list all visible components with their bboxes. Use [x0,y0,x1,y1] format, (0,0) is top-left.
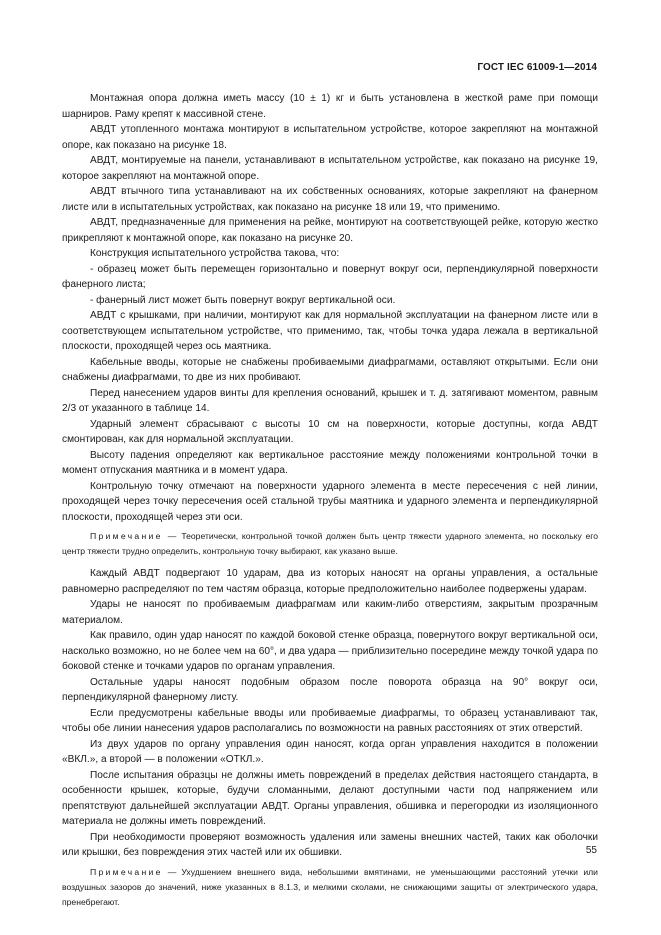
list-item: - образец может быть перемещен горизонтально и повернут вокруг оси, перпендикулярной поверхности фанерного листа; [62,263,598,290]
paragraph: АВДТ с крышками, при наличии, монтируют как для нормальной эксплуатации на фанерном листе или в соответствующем испытательном устройстве, что применимо, так, чтобы точка удара лежала в вертикальной плоскости, проходящей через ось маятника. [62,310,598,352]
paragraph: Удары не наносят по пробиваемым диафрагмам или каким-либо отверстиям, закрытым прозрачным материалом. [62,599,598,626]
paragraph: После испытания образцы не должны иметь повреждений в пределах действия настоящего стандарта, в особенности крышек, которые, будучи сломанными, делают доступными части под напряжением или препятствуют дальнейшей эксплуатации АВДТ. Органы управления, обшивка и перегородки из изоляционного материала не должны иметь повреждений. [62,769,598,827]
note-dash: — [167,866,177,877]
paragraph: АВДТ, предназначенные для применения на рейке, монтируют на соответствующей рейке, которую жестко прикрепляют к монтажной опоре, как показано на рисунке 20. [62,217,598,244]
note [62,865,598,910]
paragraph: АВДТ утопленного монтажа монтируют в испытательном устройстве, которое закрепляют на монтажной опоре, как показано на рисунке 18. [62,124,598,151]
paragraph: Контрольную точку отмечают на поверхности ударного элемента в месте пересечения с ней линии, проходящей через точку пересечения осей стальной трубы маятника и ударного элемента и перпендикулярной плоскости, проходящей через эти оси. [62,480,598,523]
paragraph: Конструкция испытательного устройства такова, что: [90,248,340,259]
body-text [62,91,598,917]
note-text: Теоретически, контрольной точкой должен быть центр тяжести ударного элемента, но поскольку его центр тяжести трудно определить, контрольную точку выбирают, как указано выше. [62,531,598,556]
paragraph: Монтажная опора должна иметь массу (10 ± 1) кг и быть установлена в жесткой раме при помощи шарниров. Раму крепят к массивной стене. [62,93,598,120]
paragraph: Остальные удары наносят подобным образом после поворота образца на 90° вокруг оси, перпендикулярной фанерному листу. [62,676,598,703]
paragraph: Кабельные вводы, которые не снабжены пробиваемыми диафрагмами, оставляют открытыми. Если они снабжены диафрагмами, то две из них пробивают. [62,356,598,383]
list-item: - фанерный лист может быть повернут вокруг вертикальной оси. [90,294,396,306]
note-label: Примечание [90,531,163,541]
paragraph: АВДТ, монтируемые на панели, устанавливают в испытательном устройстве, как показано на рисунке 19, которое закрепляют на монтажной опоре. [62,155,598,182]
paragraph: Высоту падения определяют как вертикальное расстояние между положениями контрольной точки в момент отпускания маятника и в момент удара. [62,449,598,476]
paragraph: Перед нанесением ударов винты для крепления оснований, крышек и т. д. затягивают моментом, равным 2/3 от указанного в таблице 14. [62,387,598,414]
paragraph: АВДТ втычного типа устанавливают на их собственных основаниях, которые закрепляют на фанерном листе или в испытательных устройствах, как показано на рисунке 18 или 19, что применимо. [62,186,598,213]
paragraph: При необходимости проверяют возможность удаления или замены внешних частей, таких как оболочки или крышки, без повреждения этих частей или их обшивки. [62,831,598,858]
paragraph: Ударный элемент сбрасывают с высоты 10 см на поверхности, которые доступны, когда АВДТ смонтирован, как для нормальной эксплуатации. [62,418,598,445]
paragraph: Из двух ударов по органу управления один наносят, когда орган управления находится в положении «ВКЛ.», а второй — в положении «ОТКЛ.». [62,738,598,765]
note-text: Ухудшением внешнего вида, небольшими вмятинами, не уменьшающими расстояний утечки или воздушных зазоров до значений, ниже указанных в 8.1.3, и мелкими сколами, не снижающими защиты от электрического удара, пренебрегают. [62,866,598,907]
page-header: ГОСТ IEC 61009-1—2014 [477,62,597,73]
note [62,529,598,559]
page-number: 55 [585,845,597,856]
note-dash: — [167,531,177,541]
paragraph: Как правило, один удар наносят по каждой боковой стенке образца, повернутого вокруг вертикальной оси, насколько возможно, но не более чем на 60°, и два удара — приблизительно посередине между точкой удара по боковой стенке и точками ударов по органам управления. [62,630,598,672]
paragraph: Каждый АВДТ подвергают 10 ударам, два из которых наносят на органы управления, а остальные равномерно распределяют по тем частям образца, которые предположительно наиболее подвержены ударам. [62,568,598,595]
paragraph: Если предусмотрены кабельные вводы или пробиваемые диафрагмы, то образец устанавливают так, чтобы обе линии нанесения ударов располагались по возможности на равных расстояниях от этих отверстий. [62,707,598,734]
note-label: Примечание [90,866,163,877]
